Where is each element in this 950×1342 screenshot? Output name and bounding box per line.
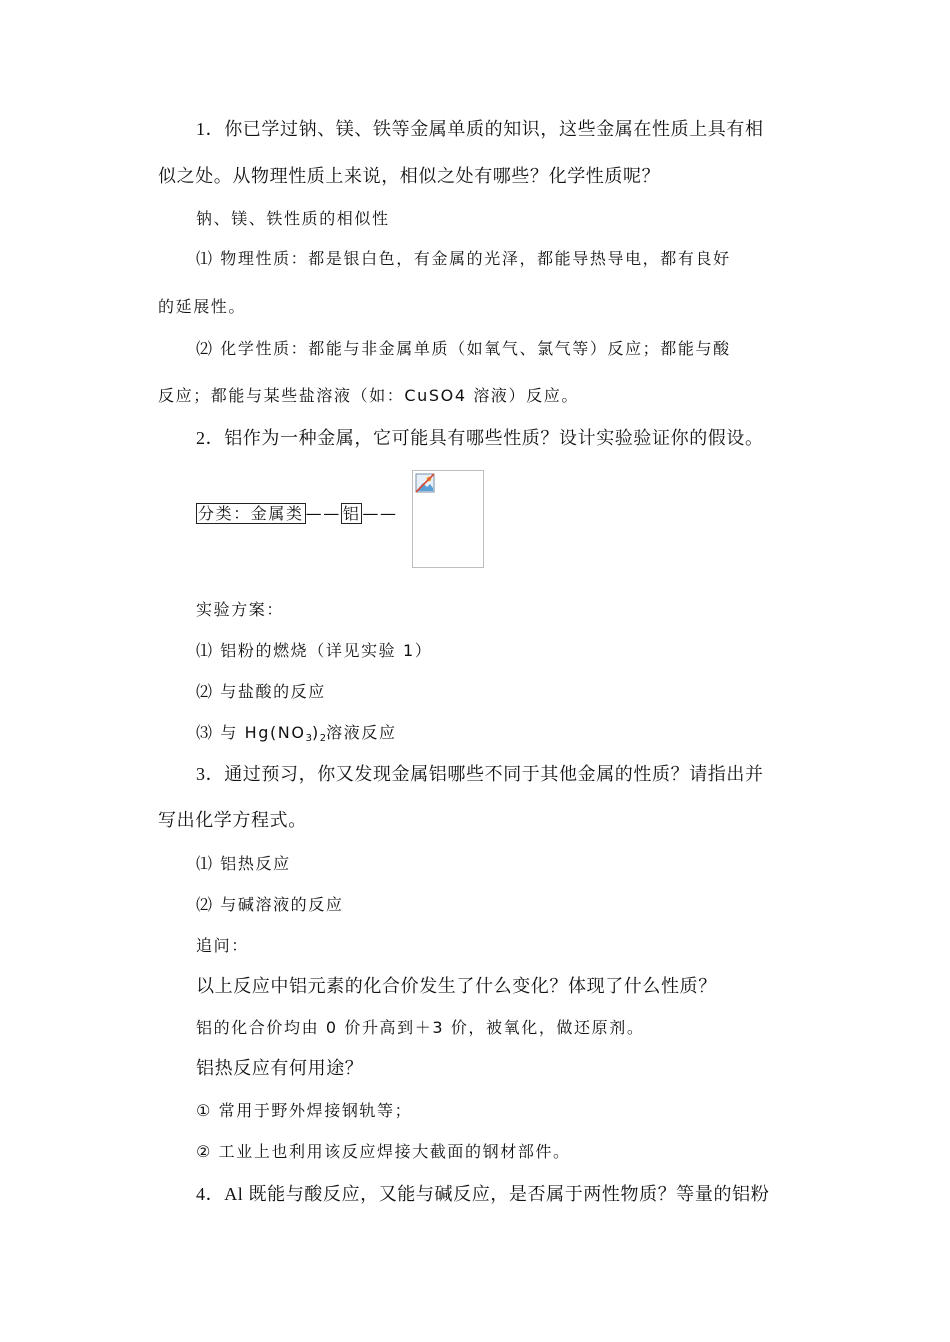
- experiment-item-3-suffix: 溶液反应: [326, 723, 397, 742]
- answer-1-physical-line-1: ⑴ 物理性质：都是银白色，有金属的光泽，都能导热导电，都有良好: [196, 249, 731, 268]
- experiment-item-1: ⑴ 铝粉的燃烧（详见实验 1）: [196, 641, 433, 660]
- followup-question-1: 以上反应中铝元素的化合价发生了什么变化？体现了什么性质？: [196, 976, 717, 996]
- question-4-line-1: 4．Al 既能与酸反应，又能与碱反应，是否属于两性物质？等量的铝粉: [196, 1184, 770, 1204]
- answer-1-physical-line-2: 的延展性。: [158, 297, 247, 316]
- followup-heading: 追问：: [196, 936, 249, 955]
- question-3-line-2: 写出化学方程式。: [158, 810, 307, 830]
- experiment-item-3-close-paren: ): [311, 723, 320, 742]
- use-item-1: ① 常用于野外焊接钢轨等；: [196, 1101, 413, 1120]
- question-1-line-2: 似之处。从物理性质上来说，相似之处有哪些？化学性质呢？: [158, 166, 661, 186]
- experiment-item-3-subscript-1: 3: [305, 733, 312, 744]
- followup-question-2: 铝热反应有何用途？: [196, 1058, 364, 1078]
- answer-3-item-1: ⑴ 铝热反应: [196, 854, 291, 873]
- classification-box-metal: 分类：金属类: [198, 504, 304, 523]
- classification-connector-1: ——: [305, 504, 341, 523]
- classification-connector-2: ——: [362, 504, 398, 523]
- question-1-line-1: 1．你已学过钠、镁、铁等金属单质的知识，这些金属在性质上具有相: [196, 119, 764, 139]
- question-3-line-1: 3．通过预习，你又发现金属铝哪些不同于其他金属的性质？请指出并: [196, 764, 764, 784]
- answer-1-heading: 钠、镁、铁性质的相似性: [196, 209, 390, 228]
- experiment-item-3-prefix: ⑶ 与 Hg(NO: [196, 723, 306, 742]
- broken-image-icon: [415, 473, 435, 493]
- experiment-heading: 实验方案：: [196, 600, 285, 619]
- answer-1-chemical-line-2: 反应；都能与某些盐溶液（如：CuSO4 溶液）反应。: [158, 386, 579, 405]
- experiment-item-3-subscript-2: 2: [319, 733, 327, 744]
- question-2-line-1: 2．铝作为一种金属，它可能具有哪些性质？设计实验验证你的假设。: [196, 428, 764, 448]
- followup-answer-1: 铝的化合价均由 0 价升高到＋3 价，被氧化，做还原剂。: [196, 1018, 645, 1037]
- answer-3-item-2: ⑵ 与碱溶液的反应: [196, 895, 344, 914]
- classification-diagram: [196, 501, 398, 524]
- experiment-item-2: ⑵ 与盐酸的反应: [196, 682, 326, 701]
- answer-1-chemical-line-1: ⑵ 化学性质：都能与非金属单质（如氧气、氯气等）反应；都能与酸: [196, 339, 731, 358]
- use-item-2: ② 工业上也利用该反应焊接大截面的钢材部件。: [196, 1142, 571, 1161]
- classification-box-aluminium: 铝: [342, 504, 361, 523]
- image-placeholder: [412, 470, 484, 568]
- experiment-item-3: [196, 720, 397, 744]
